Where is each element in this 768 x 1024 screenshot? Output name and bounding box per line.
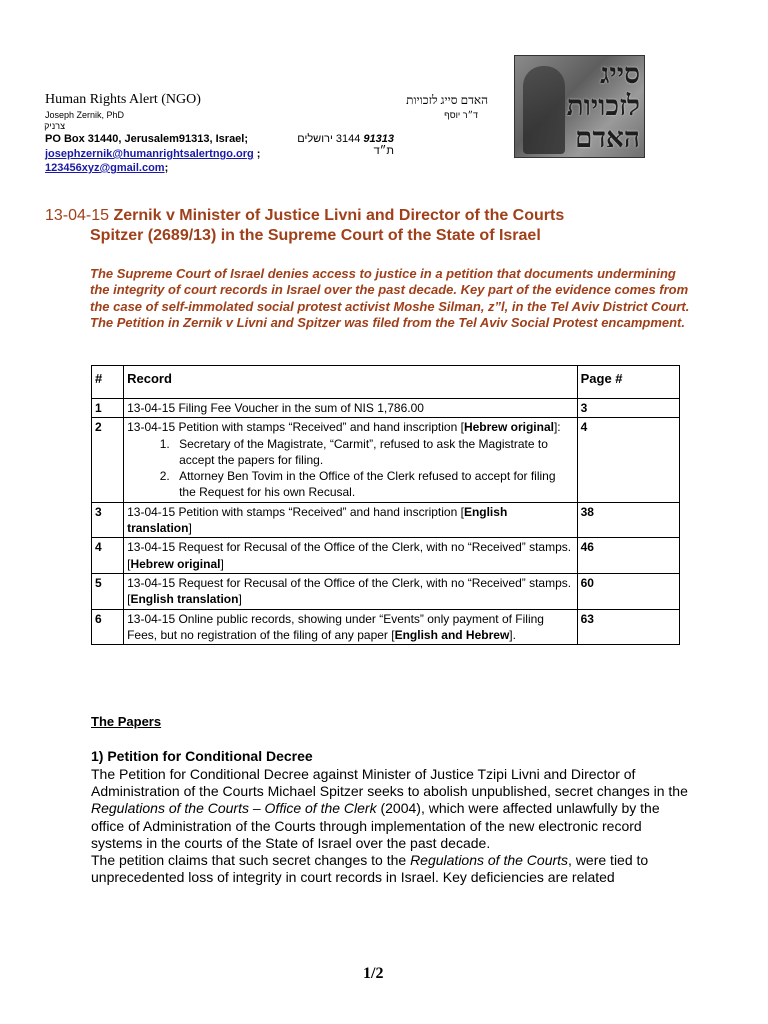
table-row — [92, 573, 680, 609]
email-line-1 — [45, 148, 260, 160]
row-record-bold: English and Hebrew — [394, 627, 510, 642]
table-header-row — [92, 366, 680, 399]
email-separator-2: ; — [164, 162, 169, 174]
section-1-heading: 1) Petition for Conditional Decree — [91, 748, 313, 764]
papers-heading: The Papers — [91, 714, 162, 729]
records-table — [91, 365, 680, 645]
logo-text: סייג לזכויות האדם — [566, 57, 640, 154]
row-num: 2 — [92, 418, 124, 502]
row-page: 46 — [577, 538, 679, 574]
email-link-2[interactable]: 123456xyz@gmail.com — [45, 162, 165, 174]
row-num: 4 — [92, 538, 124, 574]
org-name-hebrew: האדם סייג לזכויות — [406, 93, 488, 107]
person-name-hebrew: ד״ר יוסף — [444, 110, 478, 120]
title-date: 13-04-15 — [45, 207, 110, 224]
row-record-bold: Hebrew original — [463, 420, 554, 435]
surname-hebrew: צרניק — [44, 121, 65, 131]
page-number: 1/2 — [363, 965, 384, 982]
row-record-text: 13-04-15 Petition with stamps “Received” and hand inscription [ — [127, 420, 464, 435]
list-item: 1. Secretary of the Magistrate, “Carmit”, refused to ask the Magistrate to accept the papers for filing. — [173, 436, 574, 469]
paragraph-2-italic: Regulations of the Courts — [410, 852, 569, 869]
header-num: # — [92, 366, 124, 399]
table-row — [92, 538, 680, 574]
row-record-text: 13-04-15 Request for Recusal of the Office of the Clerk, with no “Received” stamps. [ — [127, 575, 572, 607]
title-line-2: Spitzer (2689/13) in the Supreme Court of the State of Israel — [90, 227, 541, 244]
row-num: 5 — [92, 573, 124, 609]
organization-logo — [514, 55, 645, 158]
row-record-suffix: ]. — [509, 627, 516, 642]
row-record — [124, 399, 578, 418]
paragraph-1 — [91, 766, 691, 852]
row-num: 1 — [92, 399, 124, 418]
row-page: 3 — [577, 399, 679, 418]
row-sublist — [127, 436, 574, 501]
paragraph-2 — [91, 852, 691, 886]
table-row — [92, 399, 680, 418]
row-record — [124, 538, 578, 574]
row-record — [124, 609, 578, 645]
org-name-english: Human Rights Alert (NGO) — [45, 92, 201, 107]
row-num: 3 — [92, 502, 124, 538]
email-separator-1: ; — [253, 148, 261, 160]
row-record-suffix: ] — [238, 592, 242, 607]
paragraph-1-text-b: (2004), which were affected unlawfully by the office of Administration of the Courts through implementation of the new electronic record systems in the courts of the State of Israel over the past decade. — [91, 800, 660, 851]
row-num: 6 — [92, 609, 124, 645]
header-page: Page # — [577, 366, 679, 399]
document-title — [45, 206, 685, 246]
address-hebrew-text: 3144 ירושלים ת״ד — [297, 133, 394, 157]
row-record — [124, 418, 578, 502]
row-record-text: 13-04-15 Petition with stamps “Received” and hand inscription [ — [127, 504, 464, 519]
row-record-bold: English translation — [127, 504, 508, 536]
table-row — [92, 609, 680, 645]
address-english: PO Box 31440, Jerusalem91313, Israel; — [45, 133, 249, 145]
table-row — [92, 418, 680, 502]
paragraph-1-text-a: The Petition for Conditional Decree against Minister of Justice Tzipi Livni and Director of Administration of the Courts Michael Spitzer seeks to abolish unpublished, secret changes in the — [91, 766, 688, 800]
person-name-english: Joseph Zernik, PhD — [45, 110, 125, 120]
row-record-text: 13-04-15 Filing Fee Voucher in the sum of NIS 1,786.00 — [127, 401, 424, 415]
address-hebrew — [284, 133, 394, 157]
address-hebrew-zip: 91313 — [363, 133, 394, 145]
table-row — [92, 502, 680, 538]
row-page: 63 — [577, 609, 679, 645]
paragraph-1-italic: Regulations of the Courts – Office of the Clerk — [91, 800, 377, 817]
row-record-text: 13-04-15 Request for Recusal of the Office of the Clerk, with no “Received” stamps. [ — [127, 540, 572, 571]
row-record — [124, 573, 578, 609]
row-record-bold: English translation — [130, 592, 239, 607]
row-record-bold: Hebrew original — [130, 556, 221, 571]
list-item: 2. Attorney Ben Tovim in the Office of the Clerk refused to accept for filing the Request for his own Recusal. — [173, 468, 574, 501]
row-page: 38 — [577, 502, 679, 538]
document-abstract: The Supreme Court of Israel denies access to justice in a petition that documents undermining the integrity of court records in Israel over the past decade. Key part of the evidence comes from the case of self-immolated social protest activist Moshe Silman, z”l, in the Tel Aviv District Court. The Petition in Zernik v Livni and Spitzer was filed from the Tel Aviv Social Protest encampment. — [90, 266, 690, 330]
header-record: Record — [124, 366, 578, 399]
row-record-suffix: ]: — [553, 420, 561, 435]
row-record — [124, 502, 578, 538]
email-line-2 — [45, 162, 168, 174]
row-page: 60 — [577, 573, 679, 609]
row-record-suffix: ] — [188, 521, 192, 536]
paragraph-2-text-a: The petition claims that such secret changes to the — [91, 852, 411, 869]
title-line-1: Zernik v Minister of Justice Livni and Director of the Courts — [109, 207, 565, 224]
row-record-suffix: ] — [220, 556, 224, 571]
email-link-1[interactable]: josephzernik@humanrightsalertngo.org — [45, 148, 254, 160]
section-1-body — [91, 766, 691, 886]
row-page: 4 — [577, 418, 679, 502]
paragraph-2-text-b: , were tied to unprecedented loss of integrity in court records in Israel. Key deficiencies are related — [91, 852, 649, 886]
row-record-text: 13-04-15 Online public records, showing under “Events” only payment of Filing Fees, but no registration of the filing of any paper [ — [127, 611, 544, 642]
